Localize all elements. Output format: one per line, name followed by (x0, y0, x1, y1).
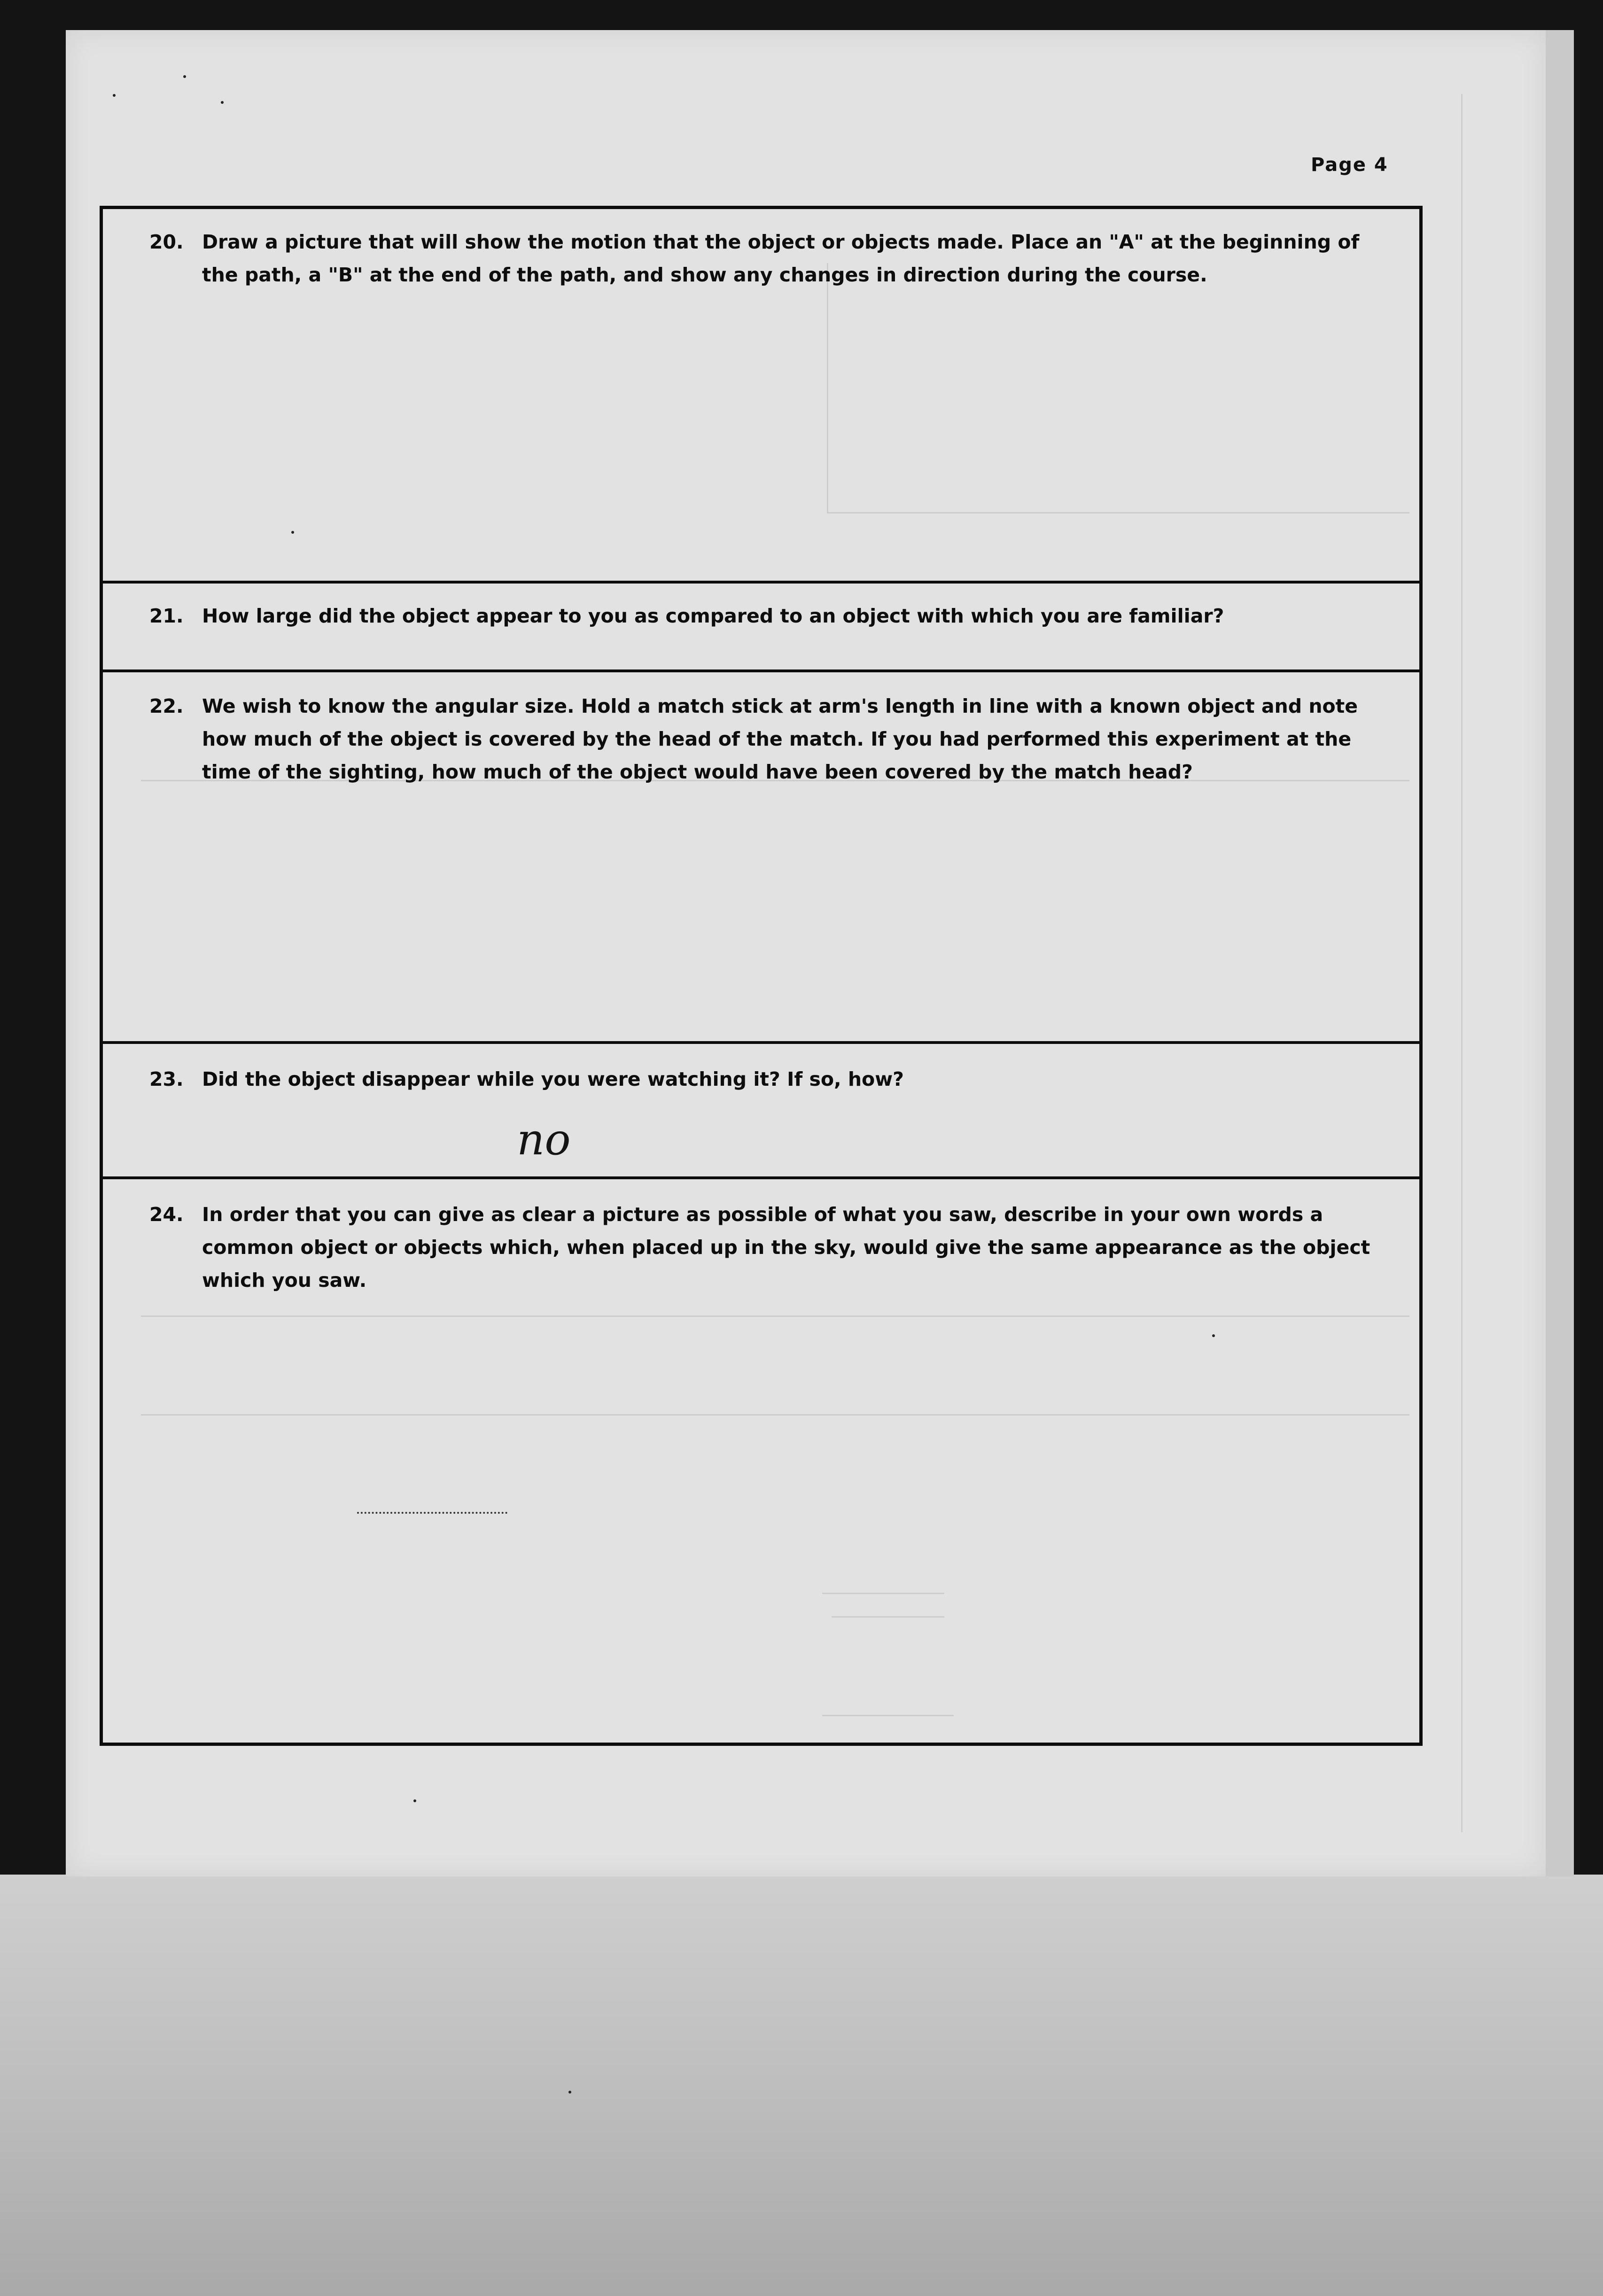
handwritten-answer: no (517, 1114, 571, 1165)
question-number: 21. (149, 605, 184, 627)
section-divider (100, 1176, 1423, 1179)
question-text: Draw a picture that will show the motion that the object or objects made. Place an "A" at the beginning of the path, a "B" at the end of the path, and show any changes in direction during the course. (202, 231, 1360, 286)
scan-speck (568, 2091, 571, 2094)
paper-edge (1546, 30, 1574, 1876)
question-21 (149, 599, 1390, 632)
section-divider (100, 1041, 1423, 1044)
page-number: Page 4 (1311, 154, 1388, 176)
question-20 (149, 226, 1390, 291)
question-text: Did the object disappear while you were watching it? If so, how? (202, 1068, 904, 1090)
question-22 (149, 690, 1390, 788)
question-text: How large did the object appear to you as compared to an object with which you are familiar? (202, 605, 1224, 627)
bleed-through-line (1461, 94, 1463, 1832)
section-divider (100, 581, 1423, 584)
scan-speck (1212, 1334, 1215, 1337)
backing-surface (0, 1875, 1603, 2296)
question-number: 24. (149, 1203, 184, 1226)
question-number: 22. (149, 695, 184, 717)
scan-speck (291, 531, 294, 534)
questionnaire-box (100, 206, 1423, 1746)
section-divider (100, 669, 1423, 672)
question-number: 23. (149, 1068, 184, 1090)
question-23 (149, 1063, 1390, 1096)
question-number: 20. (149, 231, 184, 253)
dotted-mark (357, 1512, 507, 1514)
question-text: We wish to know the angular size. Hold a match stick at arm's length in line with a known object and note how much of the object is covered by the head of the match. If you had performed this experiment at the time of the sighting, how much of the object would have been covered by the match head? (202, 695, 1358, 783)
scan-speck (221, 101, 224, 104)
scan-speck (113, 94, 116, 97)
question-24 (149, 1198, 1390, 1297)
scan-speck (183, 75, 186, 78)
scan-speck (413, 1799, 416, 1802)
question-text: In order that you can give as clear a picture as possible of what you saw, describe in your own words a common object or objects which, when placed up in the sky, would give the same appearance as the object which you saw. (202, 1203, 1370, 1292)
